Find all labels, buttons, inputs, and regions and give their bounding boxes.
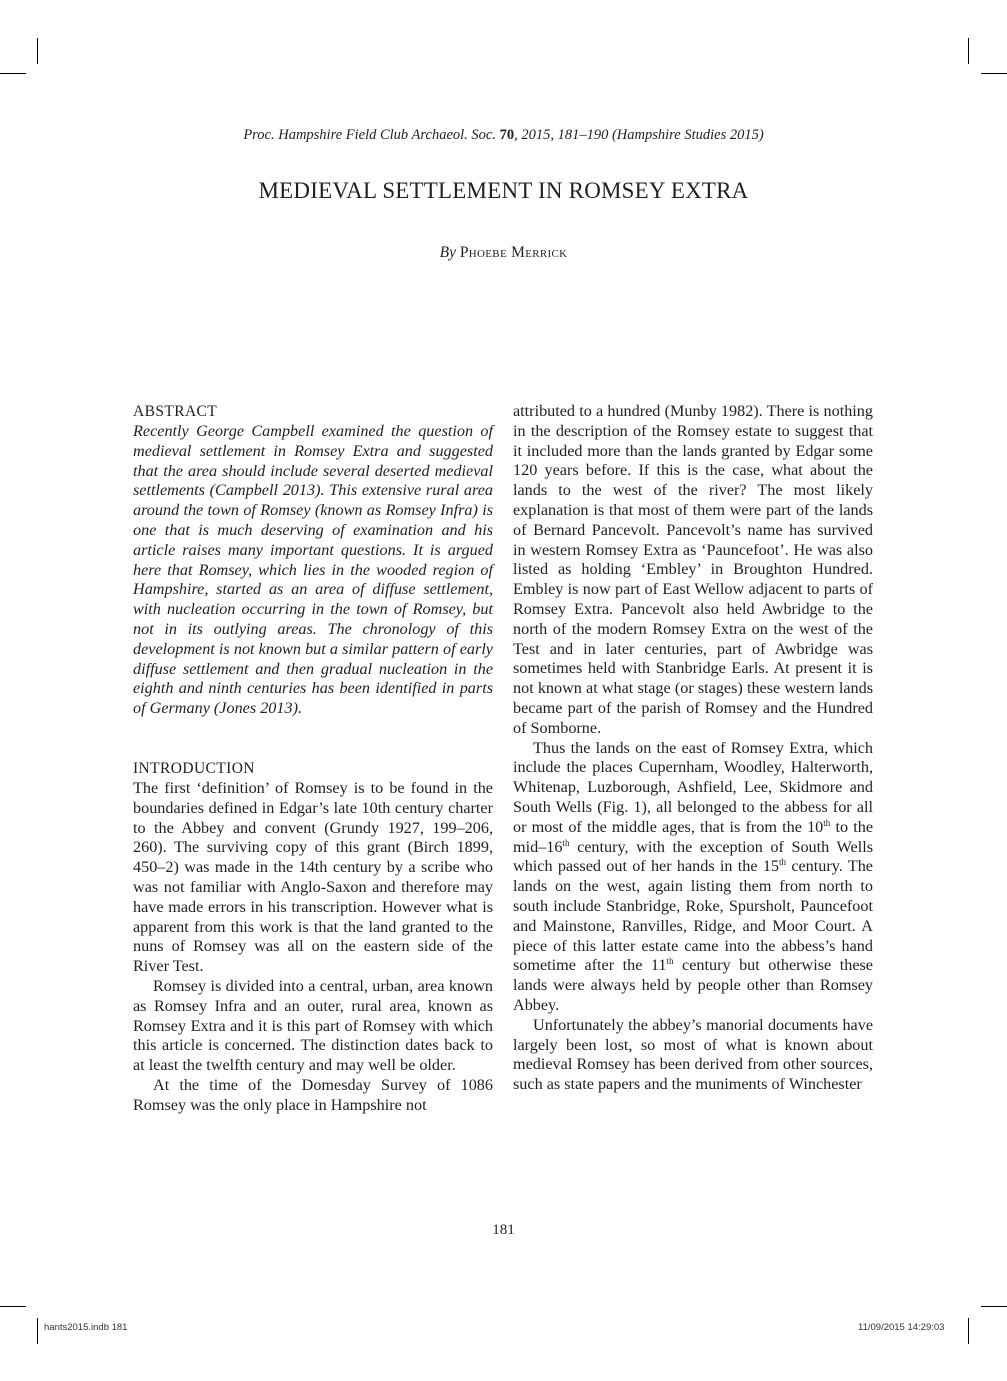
text-run: to the mid–16 [513,817,873,856]
text-run: century, with the exception of South Wells which passed out of her hands in the 15 [513,837,873,876]
superscript: th [562,837,570,848]
text-run: century. The lands on the west, again listing them from north to south include Stanbridge, Roke, Spursholt, Pauncefoot and Mainstone, Ranvilles, Ridge, and Moor Court. A piece of this latter estate came into the abbess’s hand sometime after the 11 [513,857,873,975]
intro-paragraph-1: The first ‘definition’ of Romsey is to be found in the boundaries defined in Edgar’s late 10th century charter to the Abbey and convent (Grundy 1927, 199–206, 260). The surviving copy of this grant (Birch 1899, 450–2) was made in the 14th century by a scribe who was not familiar with Anglo-Saxon and therefore may have made errors in his transcription. However what is apparent from this work is that the land granted to the nuns of Romsey was all on the eastern side of the River Test. [133,778,493,976]
journal-name: Proc. Hampshire Field Club Archaeol. Soc. [243,127,496,143]
right-paragraph-1: attributed to a hundred (Munby 1982). There is nothing in the description of the Romsey estate to suggest that it included more than the lands granted by Edgar some 120 years before. If this is the case, what about the lands to the west of the river? The most likely explanation is that most of them were part of the lands of Bernard Pancevolt. Pancevolt’s name has survived in western Romsey Extra as ‘Pauncefoot’. He was also listed as holding ‘Embley’ in Broughton Hundred. Embley is now part of East Wellow adjacent to parts of Romsey Extra. Pancevolt also held Awbridge to the north of the modern Romsey Extra on the west of the Test and in later centuries, part of Awbridge was sometimes held with Stanbridge Earls. At present it is not known at what stage (or stages) these western lands became part of the parish of Romsey and the Hundred of Somborne. [513,402,873,737]
slug-file: hants2015.indb 181 [44,1322,128,1333]
journal-reference [0,126,1007,144]
abstract-text: Recently George Campbell examined the question of medieval settlement in Romsey Extra and suggested that the area should include several deserted medieval settlements (Campbell 2013). This extensive rural area around the town of Romsey (known as Romsey Infra) is one that is much deserving of examination and his article raises many important questions. It is argued here that Romsey, which lies in the wooded region of Hampshire, started as an area of diffuse settlement, with nucleation occurring in the town of Romsey, but not in its outlying areas. The chronology of this development is not known but a similar pattern of early diffuse settlement and then gradual nucleation in the eighth and ninth centuries has been identified in parts of Germany (Jones 2013). [133,422,493,718]
author-by: By [439,244,456,261]
right-column [513,402,873,1095]
abstract-heading: ABSTRACT [133,403,218,420]
journal-pages: , 2015, 181–190 (Hampshire Studies 2015) [514,127,764,143]
crop-mark [968,1318,969,1344]
slug-timestamp: 11/09/2015 14:29:03 [858,1322,945,1333]
author-name: Phoebe Merrick [459,244,568,261]
superscript: th [779,857,787,868]
journal-volume: 70 [499,127,515,143]
superscript: th [666,956,674,967]
superscript: th [823,817,831,828]
text-run: century but otherwise these lands were always held by people other than Romsey Abbey. [513,956,873,1014]
page-number: 181 [492,1222,515,1238]
crop-mark [0,73,26,74]
introduction-heading: INTRODUCTION [133,759,255,777]
intro-paragraph-2: Romsey is divided into a central, urban, area known as Romsey Infra and an outer, rural area, known as Romsey Extra and it is this part of Romsey with which this article is concerned. The distinction dates back to at least the twelfth century and may well be older. [133,976,493,1075]
crop-mark [37,38,38,64]
crop-mark [37,1318,38,1344]
crop-mark [981,1306,1007,1307]
text-run: Thus the lands on the east of Romsey Extra, which include the places Cupernham, Woodley, Halterworth, Whitenap, Luzborough, Ashfield, Lee, Skidmore and South Wells (Fig. 1), all belonged to the abbess for all or most of the middle ages, that is from the 10 [513,738,873,836]
right-paragraph-3: Unfortunately the abbey’s manorial documents have largely been lost, so most of what is known about medieval Romsey has been derived from other sources, such as state papers and the muniments of Winchester [513,1015,873,1094]
author-line [0,243,1007,263]
article-title: MEDIEVAL SETTLEMENT IN ROMSEY EXTRA [258,178,749,203]
right-paragraph-2 [513,739,873,1016]
crop-mark [0,1306,26,1307]
crop-mark [968,38,969,64]
intro-paragraph-3: At the time of the Domesday Survey of 1086 Romsey was the only place in Hampshire not [133,1075,493,1114]
crop-mark [981,73,1007,74]
left-column [133,402,493,1116]
